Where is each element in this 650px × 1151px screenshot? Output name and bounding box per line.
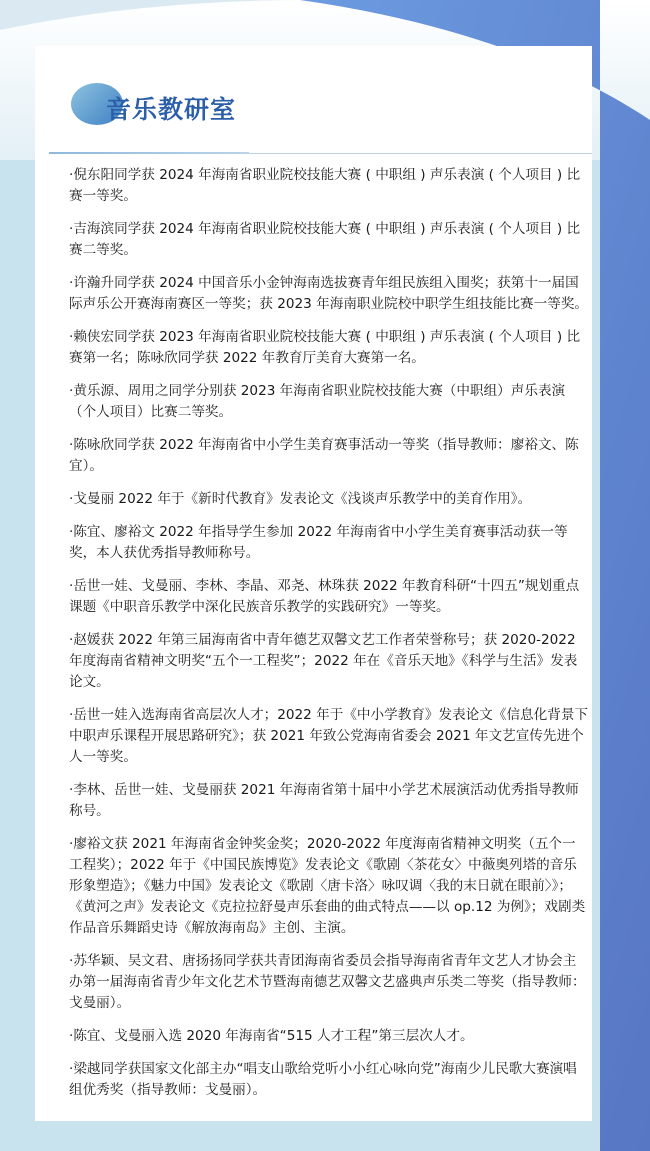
list-item: ·廖裕文获 2021 年海南省金钟奖金奖；2020-2022 年度海南省精神文明奖（五个一工程奖）；2022 年于《中国民族博览》发表论文《歌剧〈茶花女〉中薇奥列塔的音乐形象塑造》；《魅力中国》发表论文《歌剧〈唐卡洛〉咏叹调〈我的末日就在眼前〉》；《黄河之声》发表论文《克拉拉舒曼声乐套曲的曲式特点——以 op.12 为例》；戏剧类作品音乐舞蹈史诗《解放海南岛》主创、主演。 xyxy=(69,836,586,936)
list-item: ·戈曼丽 2022 年于《新时代教育》发表论文《浅谈声乐教学中的美育作用》。 xyxy=(69,491,532,507)
list-item: ·苏华颖、吴文君、唐扬扬同学获共青团海南省委员会指导海南省青年文艺人才协会主办第一届海南省青少年文化艺术节暨海南德艺双馨文艺盛典声乐类二等奖（指导教师：戈曼丽）。 xyxy=(69,953,586,1011)
section-title: 音乐教研室 xyxy=(106,95,237,124)
list-item: ·岳世一娃入选海南省高层次人才；2022 年于《中小学教育》发表论文《信息化背景下中职声乐课程开展思路研究》；获 2021 年致公党海南省委会 2021 年文艺宣传先进个人一等奖。 xyxy=(69,707,589,765)
list-item: ·许瀚升同学获 2024 中国音乐小金钟海南选拔赛青年组民族组入围奖；获第十一届国际声乐公开赛海南赛区一等奖；获 2023 年海南职业院校中职学生组技能比赛一等奖。 xyxy=(69,275,589,312)
list-item: ·赵媛获 2022 年第三届海南省中青年德艺双馨文艺工作者荣誉称号；获 2020-2022 年度海南省精神文明奖“五个一工程奖”；2022 年在《音乐天地》《科学与生活》发表论文。 xyxy=(69,632,578,690)
list-item: ·赖侠宏同学获 2023 年海南省职业院校技能大赛 ( 中职组 ) 声乐表演 ( 个人项目 ) 比赛第一名；陈咏欣同学获 2022 年教育厅美育大赛第一名。 xyxy=(69,329,581,366)
content-card xyxy=(35,46,592,1121)
achievement-list xyxy=(69,165,589,1113)
list-item: ·黄乐源、周用之同学分别获 2023 年海南省职业院校技能大赛（中职组）声乐表演（个人项目）比赛二等奖。 xyxy=(69,383,566,420)
list-item: ·陈宜、戈曼丽入选 2020 年海南省“515 人才工程”第三层次人才。 xyxy=(69,1028,474,1044)
list-item: ·陈咏欣同学获 2022 年海南省中小学生美育赛事活动一等奖（指导教师：廖裕文、陈宜）。 xyxy=(69,437,579,474)
list-item: ·梁越同学获国家文化部主办“唱支山歌给党听小小红心咏向党”海南少儿民歌大赛演唱组优秀奖（指导教师：戈曼丽）。 xyxy=(69,1061,577,1098)
title-underline xyxy=(249,153,592,154)
list-item: ·岳世一娃、戈曼丽、李林、李晶、邓尧、林珠获 2022 年教育科研“十四五”规划重点课题《中职音乐教学中深化民族音乐教学的实践研究》一等奖。 xyxy=(69,578,580,615)
list-item: ·陈宜、廖裕文 2022 年指导学生参加 2022 年海南省中小学生美育赛事活动获一等奖，本人获优秀指导教师称号。 xyxy=(69,524,568,561)
title-underline-accent xyxy=(49,152,249,154)
section-header xyxy=(35,46,592,166)
list-item: ·李林、岳世一娃、戈曼丽获 2021 年海南省第十届中小学艺术展演活动优秀指导教师称号。 xyxy=(69,782,579,819)
list-item: ·吉海滨同学获 2024 年海南省职业院校技能大赛 ( 中职组 ) 声乐表演 ( 个人项目 ) 比赛二等奖。 xyxy=(69,221,581,258)
list-item: ·倪东阳同学获 2024 年海南省职业院校技能大赛 ( 中职组 ) 声乐表演 ( 个人项目 ) 比赛一等奖。 xyxy=(69,167,581,204)
